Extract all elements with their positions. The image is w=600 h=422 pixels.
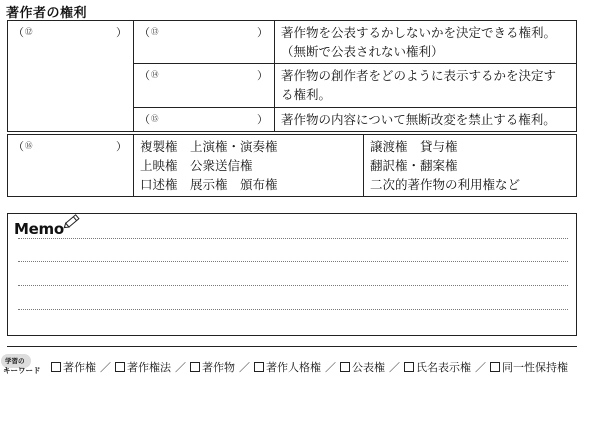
keyword-badge: 学習の キーワード — [3, 356, 47, 378]
answer-blank-13: （⑬ ） — [134, 21, 275, 64]
keyword-item[interactable] — [404, 359, 471, 375]
keyword-label: 著作権法 — [127, 361, 171, 374]
keyword-label: 著作物 — [202, 361, 235, 374]
rights-line: 複製権 上演権・演奏権 — [140, 139, 278, 154]
rights-list-right — [364, 135, 577, 197]
description-line: 著作物の内容について無断改変を禁止する権利。 — [281, 111, 556, 127]
memo-line — [18, 309, 568, 310]
rights-line: 口述権 展示権 頒布権 — [140, 177, 278, 192]
keyword-item[interactable] — [254, 359, 321, 375]
description-14 — [275, 64, 577, 107]
rights-line: 翻訳権・翻案権 — [370, 158, 458, 173]
description-15 — [275, 107, 577, 131]
keyword-separator: ／ — [389, 361, 400, 374]
checkbox-icon[interactable] — [404, 362, 414, 372]
keyword-item[interactable] — [190, 359, 235, 375]
keyword-label: 公表権 — [352, 361, 385, 374]
answer-blank-12: （⑫ ） — [8, 21, 134, 132]
description-line: る権利。 — [281, 87, 332, 103]
keyword-list — [51, 359, 568, 375]
keyword-item[interactable] — [115, 359, 171, 375]
description-line: （無断で公表されない権利） — [281, 44, 444, 59]
checkbox-icon[interactable] — [490, 362, 500, 372]
keyword-label: 同一性保持権 — [502, 361, 568, 374]
keyword-separator: ／ — [239, 361, 250, 374]
keyword-separator: ／ — [325, 361, 336, 374]
description-13 — [275, 21, 577, 64]
keyword-separator: ／ — [100, 361, 111, 374]
keyword-separator: ／ — [175, 361, 186, 374]
memo-line — [18, 261, 568, 262]
rights-list-left — [134, 135, 364, 197]
copyright-table — [7, 134, 577, 197]
checkbox-icon[interactable] — [115, 362, 125, 372]
checkbox-icon[interactable] — [340, 362, 350, 372]
rights-line: 上映権 公衆送信権 — [140, 158, 253, 173]
divider — [7, 346, 577, 347]
keyword-label: 著作人格権 — [266, 361, 321, 374]
rights-line: 二次的著作物の利用権など — [370, 177, 521, 192]
keyword-label: 氏名表示権 — [416, 361, 471, 374]
checkbox-icon[interactable] — [254, 362, 264, 372]
memo-label: Memo — [14, 220, 64, 238]
memo-box[interactable] — [7, 213, 577, 336]
rights-line: 譲渡権 貸与権 — [370, 139, 458, 154]
keyword-item[interactable] — [490, 359, 568, 375]
keyword-bar — [3, 356, 568, 378]
keyword-label: 著作権 — [63, 361, 96, 374]
memo-line — [18, 238, 568, 239]
answer-blank-16: （⑯ ） — [8, 135, 134, 197]
answer-blank-15: （⑮ ） — [134, 107, 275, 131]
keyword-separator: ／ — [475, 361, 486, 374]
checkbox-icon[interactable] — [190, 362, 200, 372]
memo-line — [18, 285, 568, 286]
description-line: 著作物を公表するかしないかを決定できる権利。 — [281, 25, 557, 40]
description-line: 著作物の創作者をどのように表示するかを決定す — [281, 68, 557, 84]
answer-blank-14: （⑭ ） — [134, 64, 275, 107]
pencil-icon — [62, 210, 84, 232]
checkbox-icon[interactable] — [51, 362, 61, 372]
keyword-item[interactable] — [340, 359, 385, 375]
moral-rights-table — [7, 20, 577, 132]
section-title: 著作者の権利 — [6, 6, 88, 21]
keyword-item[interactable] — [51, 359, 96, 375]
